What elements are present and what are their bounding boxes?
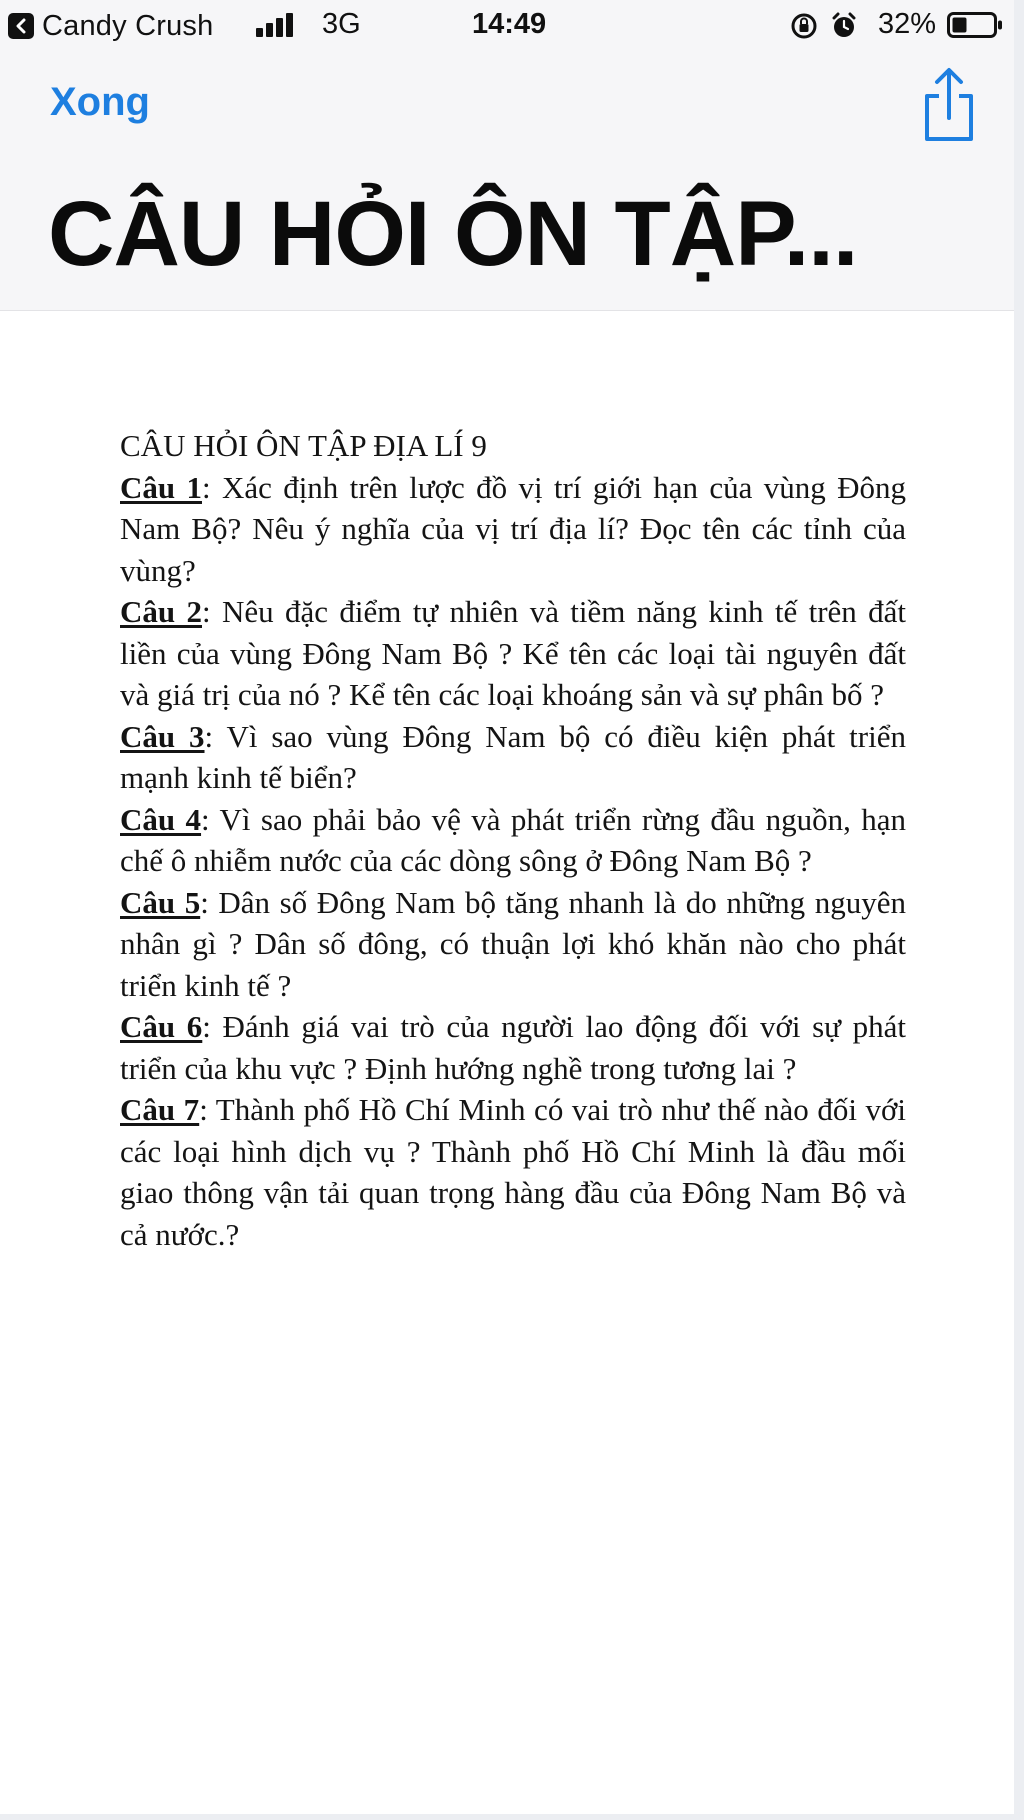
question-text: : Xác định trên lược đồ vị trí giới hạn của vùng Đông Nam Bộ? Nêu ý nghĩa của vị trí địa lí? Đọc tên các tỉnh của vùng?: [120, 469, 906, 588]
question-text: : Đánh giá vai trò của người lao động đối với sự phát triển của khu vực ? Định hướng nghề trong tương lai ?: [120, 1009, 906, 1086]
question-item: [120, 591, 906, 716]
question-label: Câu 1: [120, 469, 202, 505]
question-label: Câu 6: [120, 1009, 203, 1044]
question-text: : Vì sao phải bảo vệ và phát triển rừng đầu nguồn, hạn chế ô nhiễm nước của các dòng sông ở Đông Nam Bộ ?: [120, 801, 906, 878]
question-item: [120, 467, 906, 592]
question-item: [120, 799, 906, 882]
share-button[interactable]: [920, 66, 978, 144]
battery-icon: [947, 12, 1003, 38]
bottom-edge: [0, 1814, 1024, 1820]
share-icon: [920, 66, 978, 144]
question-label: Câu 7: [120, 1092, 200, 1127]
alarm-icon: [834, 14, 854, 37]
battery-percent: 32%: [878, 8, 937, 40]
network-type: 3G: [322, 8, 361, 40]
done-button[interactable]: Xong: [50, 80, 150, 124]
document-viewer-header: [0, 0, 1014, 311]
question-label: Câu 4: [120, 801, 202, 837]
back-to-app-button[interactable]: [8, 8, 213, 44]
status-icons: [790, 12, 862, 40]
question-label: Câu 3: [120, 718, 205, 754]
cellular-signal-icon: [256, 13, 298, 37]
question-item: [120, 1089, 906, 1255]
question-item: [120, 882, 906, 1007]
question-item: [120, 1006, 906, 1089]
question-label: Câu 5: [120, 884, 201, 920]
back-app-label: Candy Crush: [42, 9, 214, 42]
orientation-lock-icon: [790, 12, 862, 40]
right-edge: [1014, 0, 1024, 1820]
question-label: Câu 2: [120, 594, 202, 629]
status-time: 14:49: [472, 8, 547, 40]
document-page: [120, 425, 906, 1255]
question-item: [120, 716, 906, 799]
question-text: : Thành phố Hồ Chí Minh có vai trò như thế nào đối với các loại hình dịch vụ ? Thành phố Hồ Chí Minh là đầu mối giao thông vận tải quan trọng hàng đầu của Đông Nam Bộ và cả nước.?: [120, 1092, 906, 1252]
question-text: : Vì sao vùng Đông Nam bộ có điều kiện phát triển mạnh kinh tế biển?: [120, 718, 906, 795]
question-text: : Dân số Đông Nam bộ tăng nhanh là do những nguyên nhân gì ? Dân số đông, có thuận lợi khó khăn nào cho phát triển kinh tế ?: [120, 884, 906, 1003]
back-chevron-icon: [8, 13, 34, 39]
document-title: CÂU HỎI ÔN TẬP...: [48, 183, 858, 285]
document-heading: CÂU HỎI ÔN TẬP ĐỊA LÍ 9: [120, 428, 487, 463]
status-bar: [0, 0, 1014, 54]
question-text: : Nêu đặc điểm tự nhiên và tiềm năng kinh tế trên đất liền của vùng Đông Nam Bộ ? Kể tên các loại tài nguyên đất và giá trị của nó ? Kể tên các loại khoáng sản và sự phân bố ?: [120, 594, 907, 712]
